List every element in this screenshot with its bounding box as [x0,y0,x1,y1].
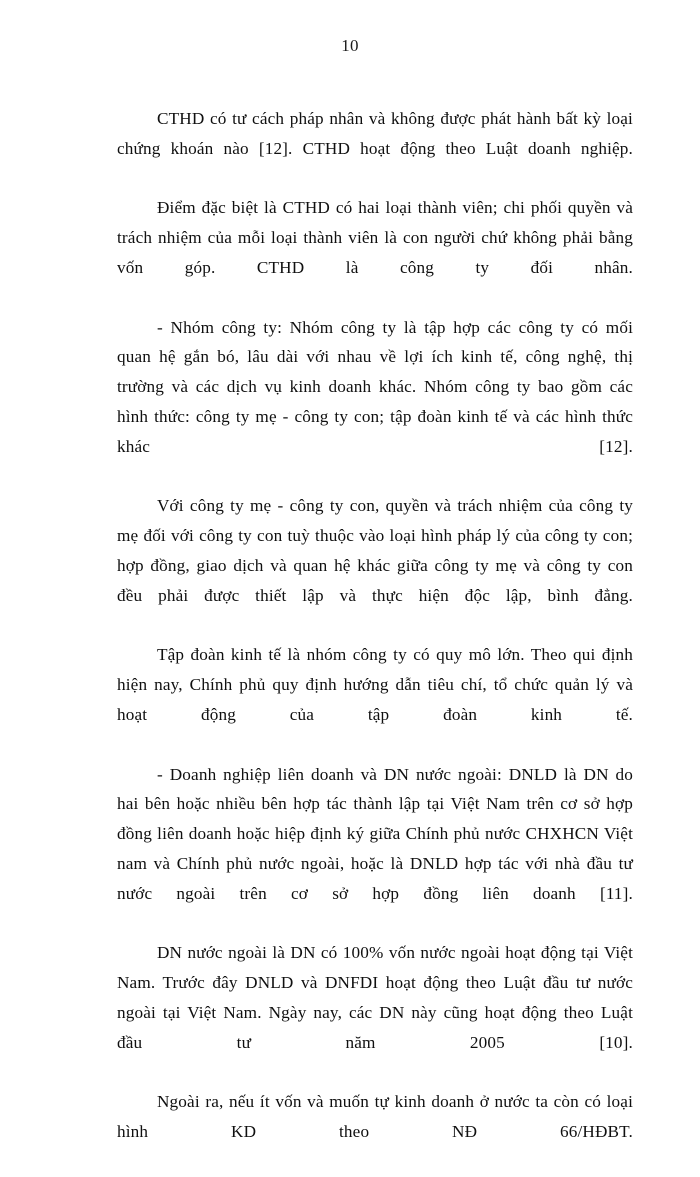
paragraph: Điểm đặc biệt là CTHD có hai loại thành viên; chi phối quyền và trách nhiệm của mỗi loại thành viên là con người chứ không phải bằng vốn góp. CTHD là công ty đối nhân. [117,198,633,277]
paragraph: - Nhóm công ty: Nhóm công ty là tập hợp các công ty có mối quan hệ gắn bó, lâu dài với nhau về lợi ích kinh tế, công nghệ, thị trường và các dịch vụ kinh doanh khác. Nhóm công ty bao gồm các hình thức: công ty mẹ - công ty con; tập đoàn kinh tế và các hình thức khác [12]. [117,317,633,456]
paragraph: Với công ty mẹ - công ty con, quyền và trách nhiệm của công ty mẹ đối với công ty con tuỳ thuộc vào loại hình pháp lý của công ty con; hợp đồng, giao dịch và quan hệ khác giữa công ty mẹ và công ty con đều phải được thiết lập và thực hiện độc lập, bình đẳng. [117,496,633,605]
paragraph: Tập đoàn kinh tế là nhóm công ty có quy mô lớn. Theo qui định hiện nay, Chính phủ quy định hướng dẫn tiêu chí, tổ chức quản lý và hoạt động của tập đoàn kinh tế. [117,645,633,724]
body-text-column [117,104,633,1177]
paragraph: Ngoài ra, nếu ít vốn và muốn tự kinh doanh ở nước ta còn có loại hình KD theo NĐ 66/HĐBT. [117,1092,633,1142]
paragraph: DN nước ngoài là DN có 100% vốn nước ngoài hoạt động tại Việt Nam. Trước đây DNLD và DNFDI hoạt động theo Luật đầu tư nước ngoài tại Việt Nam. Ngày nay, các DN này cũng hoạt động theo Luật đầu tư năm 2005 [10]. [117,943,633,1052]
page-number: 10 [341,36,359,55]
paragraph: CTHD có tư cách pháp nhân và không được phát hành bất kỳ loại chứng khoán nào [12]. CTHD hoạt động theo Luật doanh nghiệp. [117,109,633,158]
paragraph: - Doanh nghiệp liên doanh và DN nước ngoài: DNLD là DN do hai bên hoặc nhiều bên hợp tác thành lập tại Việt Nam trên cơ sở hợp đồng liên doanh hoặc hiệp định ký giữa Chính phủ nước CHXHCN Việt nam và Chính phủ nước ngoài, hoặc là DNLD hợp tác với nhà đầu tư nước ngoài trên cơ sở hợp đồng liên doanh [11]. [117,764,633,903]
